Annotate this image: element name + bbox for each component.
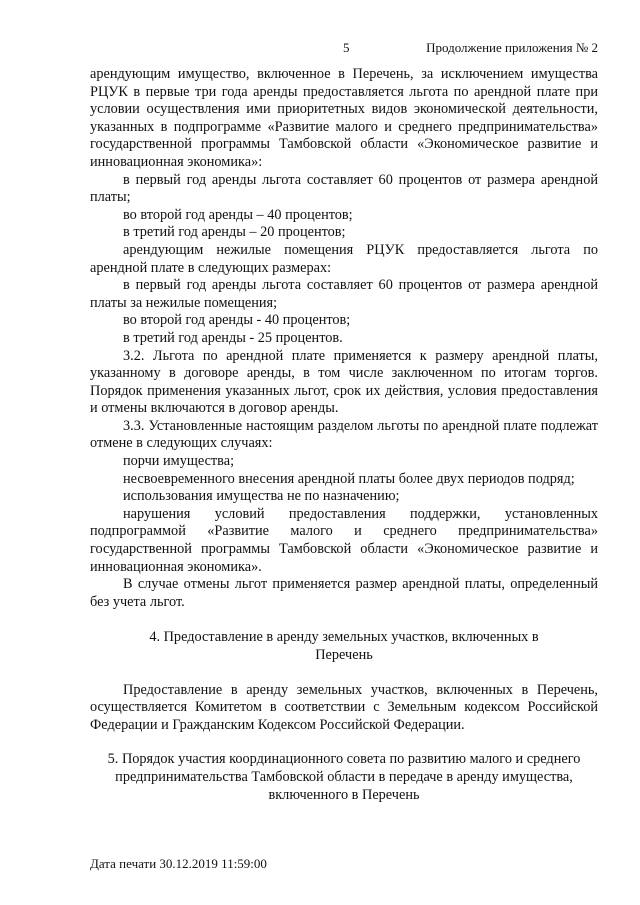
paragraph-3-3: 3.3. Установленные настоящим разделом льготы по арендной плате подлежат отмене в следующих случаях: bbox=[90, 417, 598, 452]
print-date: Дата печати 30.12.2019 11:59:00 bbox=[90, 856, 267, 871]
paragraph-first-year: в первый год аренды льгота составляет 60 процентов от размера арендной платы; bbox=[90, 171, 598, 206]
paragraph-premises-first-year: в первый год аренды льгота составляет 60 процентов от размера арендной платы за нежилые помещения; bbox=[90, 277, 598, 311]
paragraph-premises-second-year: во второй год аренды - 40 процентов; bbox=[123, 312, 351, 329]
appendix-continuation-label: Продолжение приложения № 2 bbox=[426, 40, 598, 55]
document-body bbox=[90, 66, 598, 804]
paragraph-violation: нарушения условий предоставления поддержки, установленных подпрограммой «Развитие малого и среднего предпринимательства» государственной программы Тамбовской области «Экономическое развитие и инновационная экономика». bbox=[90, 505, 598, 575]
section-4-text: Предоставление в аренду земельных участков, включенных в Перечень, осуществляется Комитетом в соответствии с Земельным кодексом Российской Федерации и Гражданским Кодексом Российской Федерации. bbox=[90, 681, 598, 733]
paragraph-3-2: 3.2. Льгота по арендной плате применяется к размеру арендной платы, указанному в договоре аренды, в том числе заключенном по итогам торгов. Порядок применения указанных льгот, срок их действия, условия предоставления и отмены включаются в договор аренды. bbox=[90, 347, 598, 417]
paragraph-premises-third-year: в третий год аренды - 25 процентов. bbox=[123, 329, 343, 346]
section-4-heading-line2: Перечень bbox=[315, 647, 373, 663]
paragraph-second-year: во второй год аренды – 40 процентов; bbox=[123, 206, 353, 223]
section-5-heading: 5. Порядок участия координационного совета по развитию малого и среднего предпринимательства Тамбовской области в передаче в аренду имущества, включенного в Перечень bbox=[107, 751, 581, 803]
paragraph-cancellation: В случае отмены льгот применяется размер арендной платы, определенный без учета льгот. bbox=[90, 576, 598, 610]
paragraph-intro: арендующим имущество, включенное в Перечень, за исключением имущества РЦУК в первые три года аренды предоставляется льгота по арендной плате при условии осуществления ими приоритетных видов экономической деятельности, указанных в подпрограмме «Развитие малого и среднего предпринимательства» государственной программы Тамбовской области «Экономическое развитие и инновационная экономика»: bbox=[90, 66, 598, 170]
paragraph-damage: порчи имущества; bbox=[123, 453, 235, 470]
paragraph-misuse: использования имущества не по назначению; bbox=[123, 488, 400, 505]
section-4-heading bbox=[90, 629, 598, 664]
paragraph-premises: арендующим нежилые помещения РЦУК предоставляется льгота по арендной плате в следующих размерах: bbox=[90, 241, 598, 276]
paragraph-third-year: в третий год аренды – 20 процентов; bbox=[123, 224, 346, 241]
page-number: 5 bbox=[343, 40, 350, 55]
paragraph-late-payment: несвоевременного внесения арендной платы более двух периодов подряд; bbox=[123, 470, 575, 487]
section-4-heading-line1: 4. Предоставление в аренду земельных участков, включенных в bbox=[149, 629, 539, 646]
